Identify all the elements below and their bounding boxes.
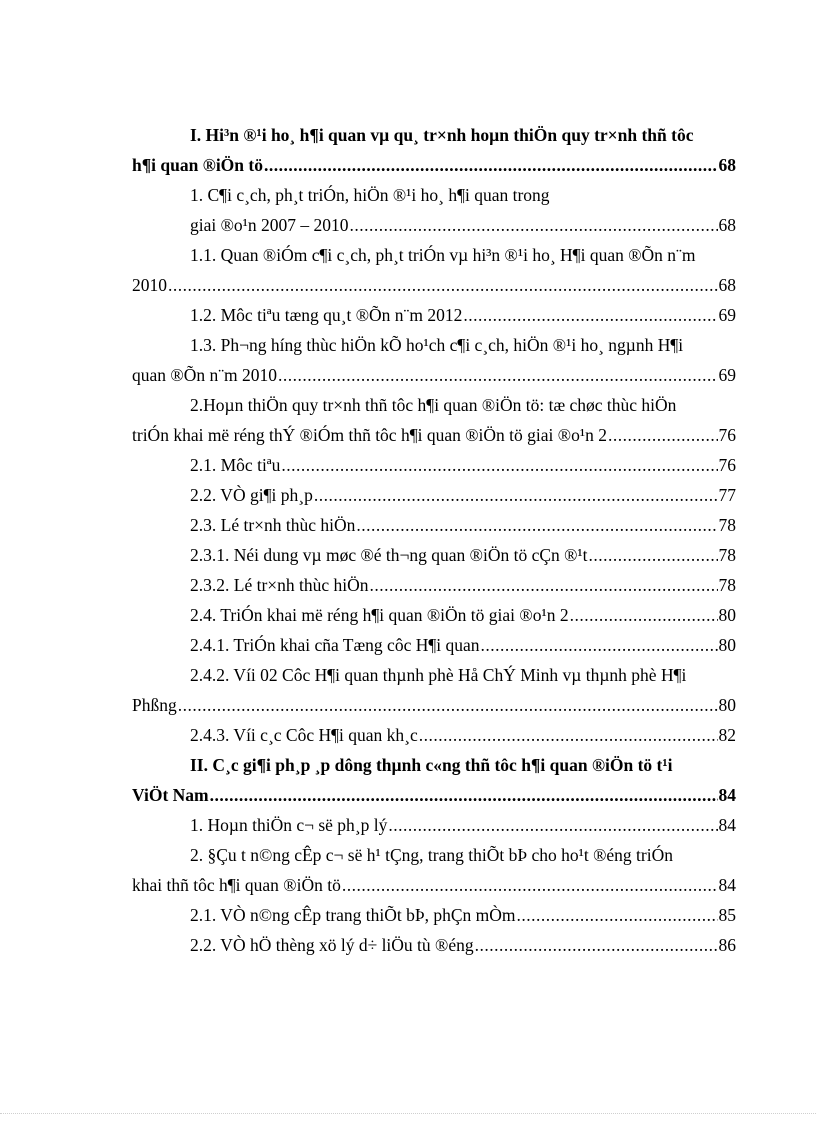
toc-entry [132, 510, 736, 540]
toc-entry-title: 2.4.2. Víi 02 Côc H¶i quan thµnh phè Hå ChÝ Minh vµ thµnh phè H¶i [190, 665, 687, 685]
toc-entry-line [132, 180, 736, 210]
toc-entry-title: 2.2. VÒ hÖ thèng xö lý d÷ liÖu tù ®éng [190, 935, 474, 955]
toc-entry-title: 1.3. Ph¬ng híng thùc hiÖn kÕ ho¹ch c¶i c¸ch, hiÖn ®¹i ho¸ ngµnh H¶i [190, 335, 684, 355]
toc-entry-line [132, 720, 736, 750]
toc-entry-title: 2.1. VÒ n©ng cÊp trang thiÕt bÞ, phÇn mÒm [190, 905, 516, 925]
dot-leader [419, 720, 718, 750]
toc-entry [132, 540, 736, 570]
dot-leader [278, 360, 717, 390]
toc-entry-line [132, 390, 736, 420]
toc-entry [132, 300, 736, 330]
toc-entry-title: 1.2. Môc tiªu tæng qu¸t ®Õn n¨m 2012 [190, 305, 463, 325]
toc-entry [132, 240, 736, 300]
dot-leader [370, 570, 718, 600]
toc-entry [132, 120, 736, 180]
toc-entry-title: triÓn khai më réng thÝ ®iÓm thñ tôc h¶i quan ®iÖn tö giai ®o¹n 2 [132, 425, 607, 445]
dot-leader [388, 810, 717, 840]
toc-entry-line [132, 270, 736, 300]
toc-page-number: 86 [718, 935, 736, 955]
toc-page-number: 84 [718, 815, 736, 835]
toc-entry-line [132, 810, 736, 840]
toc-entry-title: 1.1. Quan ®iÓm c¶i c¸ch, ph¸t triÓn vµ hi³n ®¹i ho¸ H¶i quan ®Õn n¨m [190, 245, 696, 265]
toc-entry-line [132, 690, 736, 720]
toc-page-number: 78 [718, 515, 736, 535]
toc-entry [132, 900, 736, 930]
toc-entry-title: 2.1. Môc tiªu [190, 455, 281, 475]
toc-entry-line [132, 750, 736, 780]
toc-entry-title: 2.4.1. TriÓn khai cña Tæng côc H¶i quan [190, 635, 480, 655]
toc-entry-title: khai thñ tôc h¶i quan ®iÖn tö [132, 875, 341, 895]
table-of-contents [132, 120, 736, 960]
dot-leader [570, 600, 718, 630]
toc-entry [132, 750, 736, 810]
toc-entry-line [132, 660, 736, 690]
toc-page-number: 69 [718, 365, 736, 385]
toc-entry [132, 630, 736, 660]
toc-entry-line [132, 120, 736, 150]
dot-leader [356, 510, 717, 540]
toc-entry [132, 330, 736, 390]
toc-entry [132, 570, 736, 600]
dot-leader [481, 630, 718, 660]
toc-entry-line [132, 930, 736, 960]
toc-entry-title: 2.Hoµn thiÖn quy tr×nh thñ tôc h¶i quan ®iÖn tö: tæ chøc thùc hiÖn [190, 395, 677, 415]
toc-entry-title: 1. C¶i c¸ch, ph¸t triÓn, hiÖn ®¹i ho¸ h¶i quan trong [190, 185, 550, 205]
toc-page-number: 68 [718, 155, 736, 175]
toc-entry-line [132, 570, 736, 600]
toc-entry-title: I. Hi³n ®¹i ho¸ h¶i quan vµ qu¸ tr×nh hoµn thiÖn quy tr×nh thñ tôc [190, 125, 694, 145]
toc-page-number: 77 [718, 485, 736, 505]
toc-page-number: 80 [718, 695, 736, 715]
toc-entry-title: ViÖt Nam [132, 785, 209, 805]
toc-entry-title: 2.3. Lé tr×nh thùc hiÖn [190, 515, 356, 535]
toc-entry-line [132, 630, 736, 660]
toc-entry-title: giai ®o¹n 2007 – 2010 [190, 215, 349, 235]
toc-entry [132, 840, 736, 900]
dot-leader [608, 420, 718, 450]
toc-entry-line [132, 330, 736, 360]
toc-entry-title: 2.4.3. Víi c¸c Côc H¶i quan kh¸c [190, 725, 418, 745]
toc-entry [132, 450, 736, 480]
toc-page-number: 76 [718, 455, 736, 475]
toc-entry [132, 600, 736, 630]
toc-entry-line [132, 360, 736, 390]
toc-entry-title: 2010 [132, 275, 167, 295]
toc-entry-title: 2.3.1. Néi dung vµ møc ®é th¬ng quan ®iÖn tö cÇn ®¹t [190, 545, 588, 565]
toc-page-number: 85 [718, 905, 736, 925]
toc-entry-line [132, 420, 736, 450]
toc-page-number: 68 [718, 275, 736, 295]
dot-leader [350, 210, 718, 240]
toc-entry-line [132, 780, 736, 810]
toc-page-number: 69 [718, 305, 736, 325]
dot-leader [178, 690, 718, 720]
toc-entry-line [132, 540, 736, 570]
toc-entry-title: 1. Hoµn thiÖn c¬ së ph¸p lý [190, 815, 388, 835]
toc-page-number: 80 [718, 635, 736, 655]
dot-leader [210, 780, 718, 810]
toc-entry-line [132, 450, 736, 480]
dot-leader [314, 480, 718, 510]
toc-page-number: 82 [718, 725, 736, 745]
toc-entry-title: II. C¸c gi¶i ph¸p ¸p dông thµnh c«ng thñ tôc h¶i quan ®iÖn tö t¹i [190, 755, 673, 775]
toc-entry-title: h¶i quan ®iÖn tö [132, 155, 263, 175]
toc-entry-title: 2.3.2. Lé tr×nh thùc hiÖn [190, 575, 369, 595]
dot-leader [264, 150, 718, 180]
toc-entry-title: 2.2. VÒ gi¶i ph¸p [190, 485, 313, 505]
toc-page-number: 84 [718, 875, 736, 895]
toc-entry-title: quan ®Õn n¨m 2010 [132, 365, 278, 385]
toc-entry-line [132, 870, 736, 900]
toc-entry-line [132, 150, 736, 180]
toc-page-number: 78 [718, 545, 736, 565]
toc-entry-line [132, 840, 736, 870]
toc-entry-title: 2. §Çu t n©ng cÊp c¬ së h¹ tÇng, trang thiÕt bÞ cho ho¹t ®éng triÓn [190, 845, 673, 865]
page-bottom-divider [0, 1113, 816, 1114]
toc-entry-title: Phßng [132, 695, 177, 715]
toc-entry [132, 720, 736, 750]
toc-entry-line [132, 300, 736, 330]
toc-entry-line [132, 240, 736, 270]
toc-entry-line [132, 210, 736, 240]
toc-entry [132, 180, 736, 240]
dot-leader [517, 900, 718, 930]
toc-entry-line [132, 510, 736, 540]
toc-entry [132, 660, 736, 720]
toc-page-number: 78 [718, 575, 736, 595]
toc-entry-line [132, 900, 736, 930]
dot-leader [342, 870, 718, 900]
toc-page-number: 84 [718, 785, 736, 805]
dot-leader [475, 930, 718, 960]
toc-entry [132, 930, 736, 960]
toc-page-number: 68 [718, 215, 736, 235]
dot-leader [168, 270, 718, 300]
toc-entry-title: 2.4. TriÓn khai më réng h¶i quan ®iÖn tö giai ®o¹n 2 [190, 605, 569, 625]
toc-entry-line [132, 600, 736, 630]
toc-entry [132, 810, 736, 840]
toc-entry-line [132, 480, 736, 510]
dot-leader [589, 540, 718, 570]
toc-entry [132, 480, 736, 510]
dot-leader [281, 450, 717, 480]
toc-page-number: 80 [718, 605, 736, 625]
dot-leader [463, 300, 717, 330]
toc-entry [132, 390, 736, 450]
toc-page-number: 76 [718, 425, 736, 445]
